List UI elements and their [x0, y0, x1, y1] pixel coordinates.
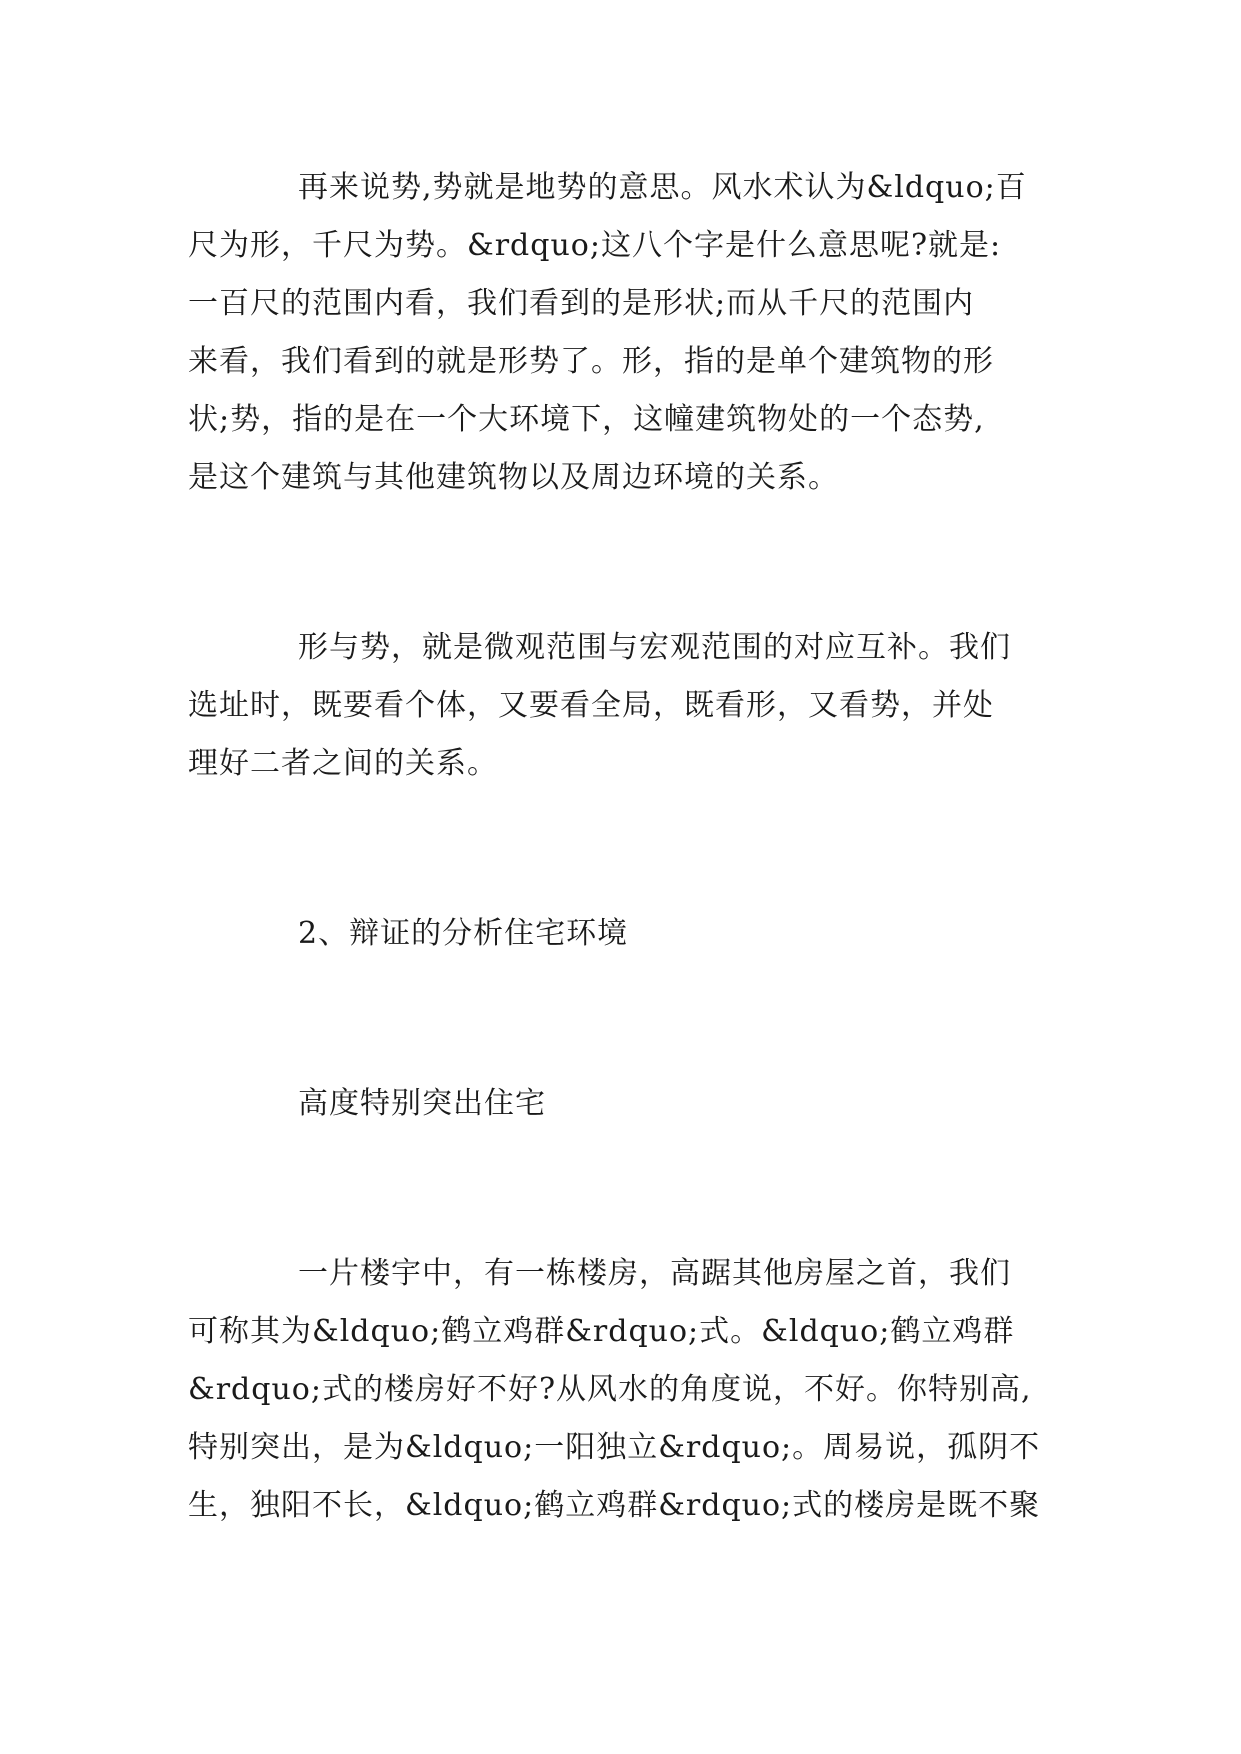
paragraph-2-line-2: 选址时，既要看个体，又要看全局，既看形，又看势，并处 [188, 688, 994, 723]
paragraph-3-line-4: 特别突出，是为&ldquo;一阳独立&rdquo;。周易说，孤阴不 [188, 1430, 1041, 1465]
paragraph-1-line-5: 状;势，指的是在一个大环境下，这幢建筑物处的一个态势, [188, 402, 985, 437]
paragraph-1-line-3: 一百尺的范围内看，我们看到的是形状;而从千尺的范围内 [188, 286, 975, 321]
paragraph-3-line-5: 生，独阳不长，&ldquo;鹤立鸡群&rdquo;式的楼房是既不聚 [188, 1488, 1041, 1523]
paragraph-1-line-6: 是这个建筑与其他建筑物以及周边环境的关系。 [188, 460, 839, 495]
paragraph-2-line-3: 理好二者之间的关系。 [188, 746, 498, 781]
paragraph-1-line-4: 来看，我们看到的就是形势了。形，指的是单个建筑物的形 [188, 344, 994, 379]
paragraph-3-line-1: 一片楼宇中，有一栋楼房，高踞其他房屋之首，我们 [298, 1256, 1011, 1291]
paragraph-3-line-3: &rdquo;式的楼房好不好?从风水的角度说，不好。你特别高, [188, 1372, 1032, 1407]
section-heading: 2、辩证的分析住宅环境 [298, 916, 629, 951]
subheading: 高度特别突出住宅 [298, 1086, 546, 1121]
paragraph-1-line-2: 尺为形，千尺为势。&rdquo;这八个字是什么意思呢?就是: [188, 228, 1002, 263]
paragraph-1-line-1: 再来说势,势就是地势的意思。风水术认为&ldquo;百 [298, 170, 1027, 205]
paragraph-2-line-1: 形与势，就是微观范围与宏观范围的对应互补。我们 [298, 630, 1011, 665]
paragraph-3-line-2: 可称其为&ldquo;鹤立鸡群&rdquo;式。&ldquo;鹤立鸡群 [188, 1314, 1015, 1349]
